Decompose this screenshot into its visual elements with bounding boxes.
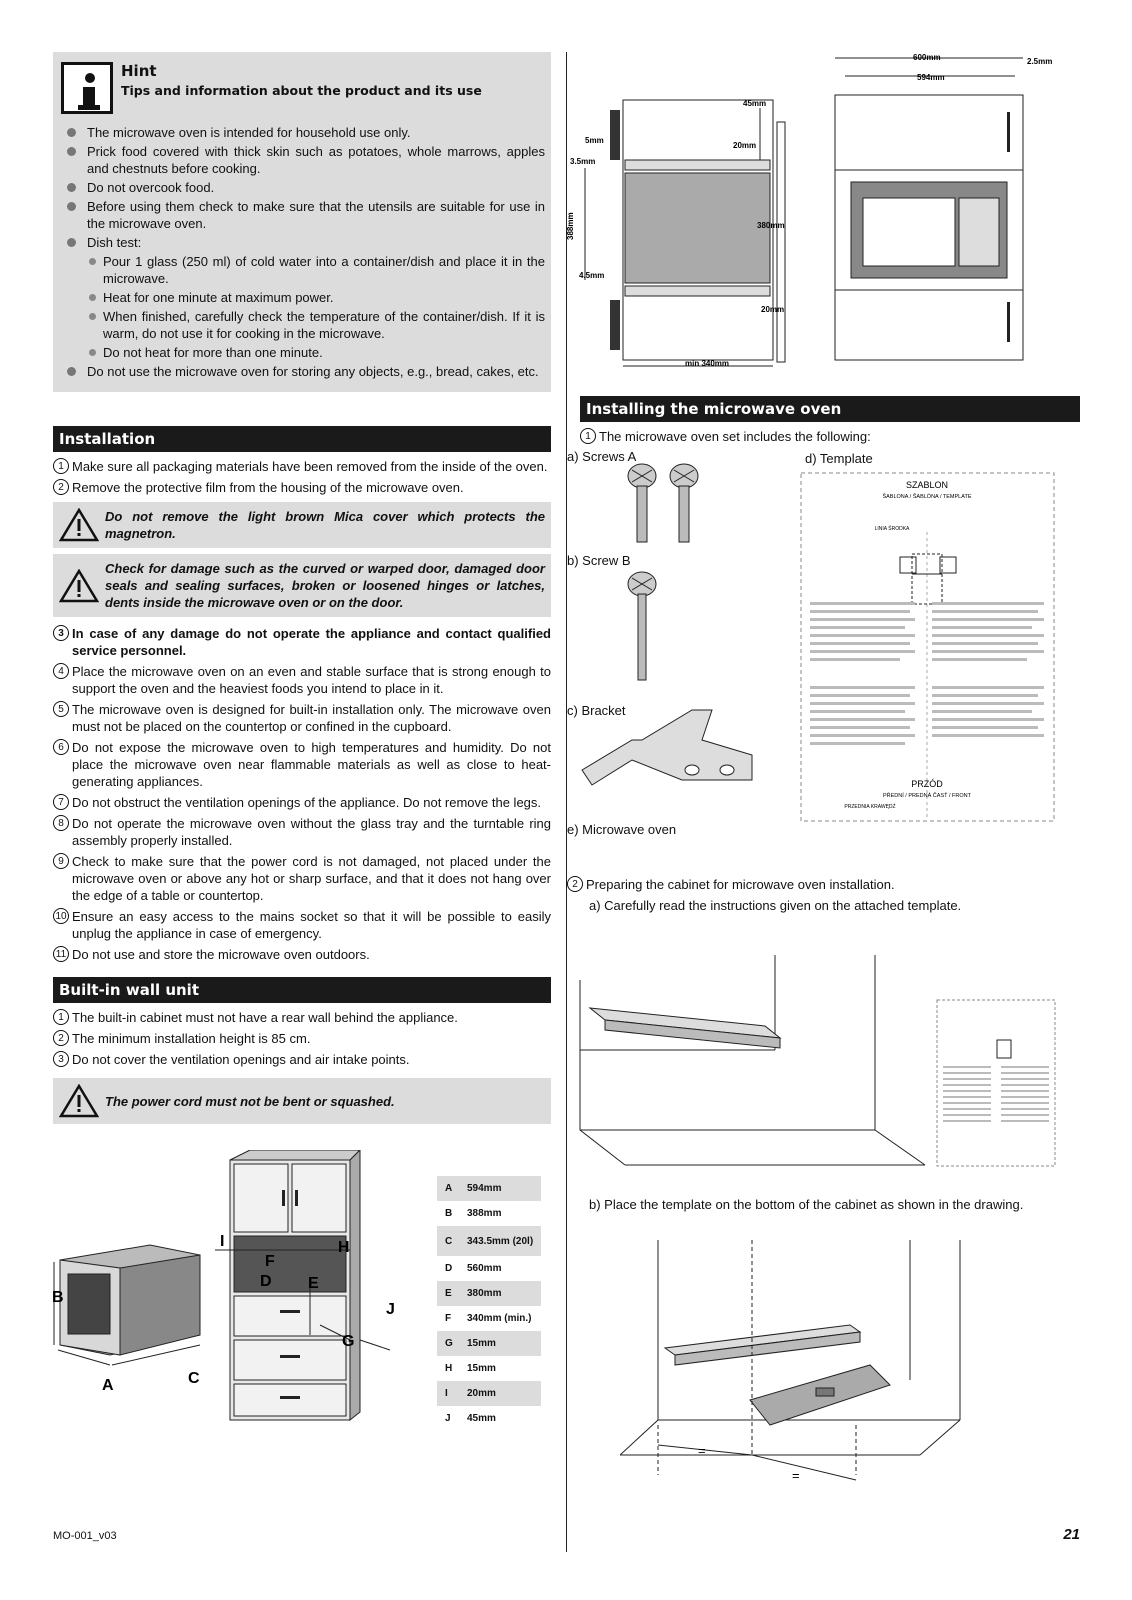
hint-header [61, 62, 545, 114]
dim-380: 380mm [757, 221, 785, 230]
table-row: D 560mm [445, 1263, 502, 1274]
label-i: I [220, 1233, 225, 1250]
list-item: Pour 1 glass (250 ml) of cold water into a container/dish and place it in the microwave. [61, 253, 545, 287]
template-illustration [800, 472, 1055, 822]
label-screws-a: a) Screws A [567, 449, 637, 464]
table-row: H 15mm [445, 1363, 496, 1374]
screw-b-icon [622, 570, 662, 685]
template-center-line: LINIA ŚRODKA [874, 526, 910, 532]
installation-item-7: 7 Do not obstruct the ventilation openings of the appliance. Do not remove the legs. [53, 794, 551, 811]
list-item: The microwave oven is intended for household use only. [61, 124, 545, 141]
dim-45: 45mm [743, 99, 767, 108]
list-item: Heat for one minute at maximum power. [61, 289, 545, 306]
list-item: When finished, carefully check the temperature of the container/dish. If it is warm, do not use it for cooking in the microwave. [61, 308, 545, 342]
label-h: H [338, 1239, 350, 1256]
dim-45b: 4.5mm [579, 271, 605, 280]
label-screw-b: b) Screw B [567, 553, 631, 568]
warning-icon [59, 508, 99, 542]
left-column [53, 52, 551, 1130]
table-row: B 388mm [445, 1208, 502, 1219]
svg-text:=: = [792, 1468, 800, 1483]
installation-item-4: 4 Place the microwave oven on an even and stable surface that is strong enough to support the oven and the heaviest foods you intend to place in it. [53, 663, 551, 697]
list-item: Do not overcook food. [61, 179, 545, 196]
installation-item-3: 3 In case of any damage do not operate the appliance and contact qualified service personnel. [53, 625, 551, 659]
dim-5: 5mm [585, 136, 604, 145]
table-row: A 594mm [437, 1176, 541, 1201]
hint-list [61, 124, 545, 251]
screws-a-icon [620, 460, 710, 550]
label-g: G [342, 1333, 355, 1350]
list-item: Prick food covered with thick skin such as potatoes, whole marrows, apples and chestnuts before cooking. [61, 143, 545, 177]
label-c: C [188, 1370, 200, 1387]
template-subtitle: ŠABLONA / ŠABLÓNA / TEMPLATE [882, 494, 972, 500]
svg-text:=: = [698, 1443, 706, 1458]
label-j: J [386, 1301, 395, 1318]
table-row: F 340mm (min.) [445, 1313, 532, 1324]
installing-step-1: 1 The microwave oven set includes the following: [580, 428, 1080, 445]
dim-594: 594mm [917, 73, 945, 82]
template-front-sub: PŘEDNÍ / PREDNÁ ČASŤ / FRONT [882, 793, 972, 799]
dim-600: 600mm [913, 53, 941, 62]
warning-icon [59, 1084, 99, 1118]
table-row: G 15mm [437, 1331, 541, 1356]
builtin-item-2: 2 The minimum installation height is 85 cm. [53, 1030, 551, 1047]
dim-20b: 20mm [761, 305, 785, 314]
label-e: E [308, 1275, 319, 1292]
hint-list-last [61, 363, 545, 380]
template-title: SZABLON [905, 480, 949, 490]
table-row: I 20mm [437, 1381, 541, 1406]
dim-340: min 340mm [685, 359, 730, 368]
template-front: PRZÓD [911, 779, 943, 789]
label-microwave: e) Microwave oven [567, 822, 677, 837]
builtin-unit-diagram [50, 1150, 420, 1440]
label-f: F [265, 1253, 275, 1270]
dim-388: 388mm [566, 212, 575, 240]
installing-step-2-block [567, 876, 1067, 914]
info-icon [61, 62, 113, 114]
warning-power-cord: The power cord must not be bent or squashed. [53, 1078, 551, 1124]
cabinet-drawing-1 [565, 950, 1075, 1170]
template-edge: PRZEDNIA KRAWĘDŹ [844, 804, 896, 810]
hint-subtitle: Tips and information about the product and its use [121, 83, 482, 98]
cabinet-drawing-2 [620, 1240, 980, 1485]
dim-35: 3.5mm [570, 157, 596, 166]
installing-heading: Installing the microwave oven [580, 396, 1080, 422]
dim-20a: 20mm [733, 141, 757, 150]
installation-item-5: 5 The microwave oven is designed for built-in installation only. The microwave oven must not be placed on the countertop or confined in the cupboard. [53, 701, 551, 735]
installation-item-2: 2 Remove the protective film from the housing of the microwave oven. [53, 479, 551, 496]
installing-step-2: 2 Preparing the cabinet for microwave oven installation. [567, 876, 1067, 893]
installing-step-2b: b) Place the template on the bottom of the cabinet as shown in the drawing. [589, 1197, 1024, 1212]
builtin-heading: Built-in wall unit [53, 977, 551, 1003]
list-item: Before using them check to make sure that the utensils are suitable for use in the microwave oven. [61, 198, 545, 232]
builtin-item-1: 1 The built-in cabinet must not have a rear wall behind the appliance. [53, 1009, 551, 1026]
warning-mica: Do not remove the light brown Mica cover which protects the magnetron. [53, 502, 551, 548]
table-row: C 343.5mm (20l) [437, 1226, 541, 1256]
bracket-icon [572, 700, 762, 800]
label-d: D [260, 1273, 272, 1290]
installing-step-2a: a) Carefully read the instructions given on the attached template. [589, 898, 962, 913]
installation-item-6: 6 Do not expose the microwave oven to high temperatures and humidity. Do not place the microwave oven near flammable materials as well as close to heat-generating appliances. [53, 739, 551, 790]
table-row: J 45mm [445, 1413, 496, 1424]
dish-test-list [61, 253, 545, 361]
table-row: E 380mm [437, 1281, 541, 1306]
dimension-table [437, 1176, 541, 1431]
warning-icon [59, 569, 99, 603]
hint-title: Hint [121, 62, 157, 80]
installing-section [580, 396, 1080, 449]
label-bracket: c) Bracket [567, 703, 626, 718]
builtin-item-3: 3 Do not cover the ventilation openings and air intake points. [53, 1051, 551, 1068]
list-item: Do not use the microwave oven for storing any objects, e.g., bread, cakes, etc. [61, 363, 545, 380]
installation-item-8: 8 Do not operate the microwave oven without the glass tray and the turntable ring assembly properly installed. [53, 815, 551, 849]
installation-item-10: 10 Ensure an easy access to the mains socket so that it will be possible to easily unplug the appliance in case of emergency. [53, 908, 551, 942]
label-b: B [52, 1289, 64, 1306]
footer-code: MO-001_v03 [53, 1530, 117, 1542]
list-item: Dish test: [61, 234, 545, 251]
dim-25: 2.5mm [1027, 57, 1053, 66]
label-template: d) Template [805, 451, 873, 466]
installation-item-9: 9 Check to make sure that the power cord is not damaged, not placed under the microwave oven or above any hot or sharp surface, and that it does not hang over the edge of a table or countertop. [53, 853, 551, 904]
installation-heading: Installation [53, 426, 551, 452]
installation-item-11: 11 Do not use and store the microwave oven outdoors. [53, 946, 551, 963]
list-item: Do not heat for more than one minute. [61, 344, 545, 361]
installation-dimension-diagram [565, 50, 1080, 380]
label-a: A [102, 1377, 114, 1394]
hint-box [53, 52, 551, 392]
page-number: 21 [1063, 1526, 1080, 1543]
warning-damage: Check for damage such as the curved or warped door, damaged door seals and sealing surfaces, broken or loosened hinges or latches, dents inside the microwave oven or on the door. [53, 554, 551, 617]
installation-item-1: 1 Make sure all packaging materials have been removed from the inside of the oven. [53, 458, 551, 475]
